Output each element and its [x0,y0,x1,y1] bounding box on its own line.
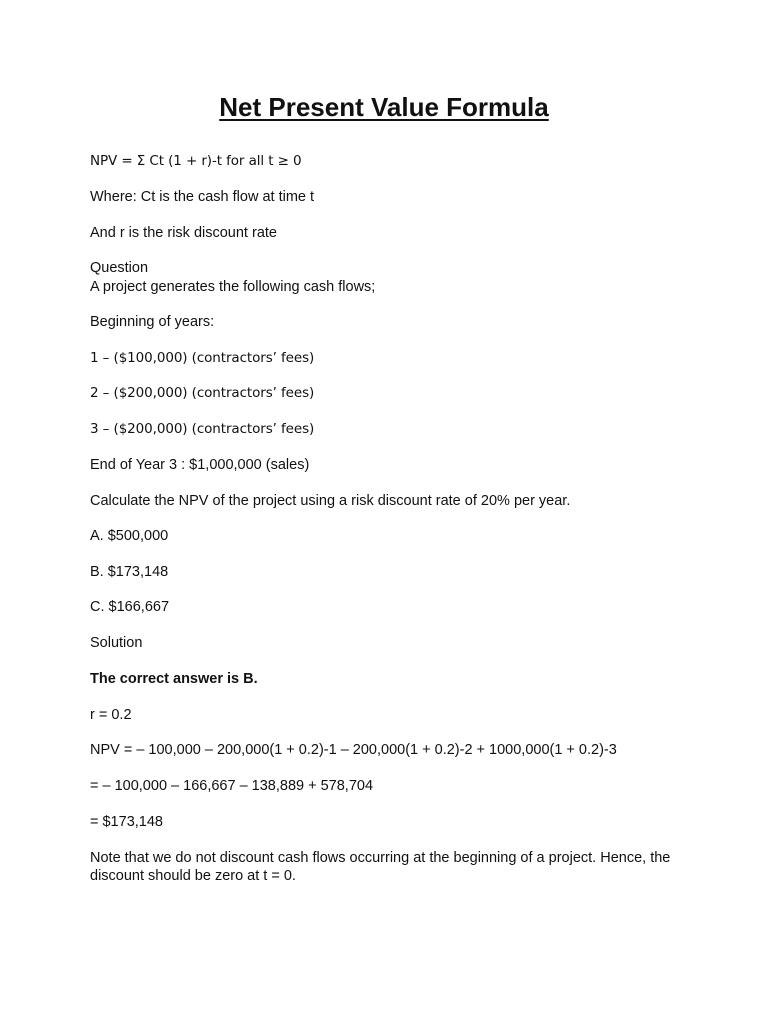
cash-flow-item: 2 – ($200,000) (contractors’ fees) [90,385,315,401]
definition-ct: Where: Ct is the cash flow at time t [90,189,315,205]
cash-flow-item: 3 – ($200,000) (contractors’ fees) [90,421,315,437]
solution-heading: Solution [90,635,143,651]
answer-option-b: B. $173,148 [90,564,169,580]
discount-rate-value: r = 0.2 [90,707,132,723]
beginning-of-years-label: Beginning of years: [90,314,215,330]
question-intro: A project generates the following cash flows; [90,279,376,295]
npv-expanded: = – 100,000 – 166,667 – 138,889 + 578,704 [90,778,374,794]
npv-formula: NPV = Σ Ct (1 + r)-t for all t ≥ 0 [90,153,302,169]
npv-result: = $173,148 [90,814,163,830]
definition-r: And r is the risk discount rate [90,225,277,241]
question-prompt: Calculate the NPV of the project using a risk discount rate of 20% per year. [90,493,571,509]
note-paragraph: Note that we do not discount cash flows occurring at the beginning of a project. Hence, the discount should be zero at t = 0. [90,850,671,884]
cash-flow-item: 1 – ($100,000) (contractors’ fees) [90,350,315,366]
question-heading: Question [90,260,149,276]
document-title: Net Present Value Formula [219,92,549,122]
npv-expression: NPV = – 100,000 – 200,000(1 + 0.2)-1 – 200,000(1 + 0.2)-2 + 1000,000(1 + 0.2)-3 [90,742,617,758]
correct-answer: The correct answer is B. [90,671,258,687]
answer-option-a: A. $500,000 [90,528,169,544]
answer-option-c: C. $166,667 [90,599,170,615]
end-of-year-cash-flow: End of Year 3 : $1,000,000 (sales) [90,457,310,473]
